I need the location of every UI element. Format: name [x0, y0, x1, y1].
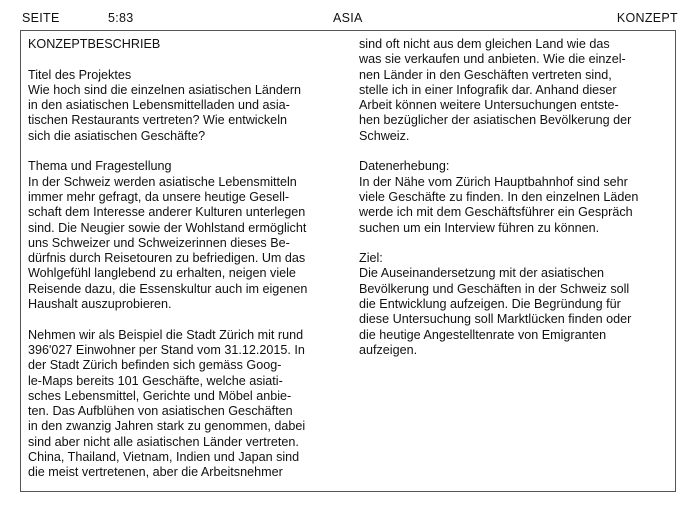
- text-line: viele Geschäfte zu finden. In den einzelnen Läden: [359, 189, 639, 204]
- text-line: suchen um ein Interview führen zu können.: [359, 220, 600, 235]
- text-line: Haushalt auszuprobieren.: [28, 297, 172, 312]
- text-line: sind. Die Neugier sowie der Wohlstand ermöglicht: [28, 220, 307, 235]
- text-line: diese Untersuchung soll Marktlücken finden oder: [359, 312, 632, 327]
- text-line: Thema und Fragestellung: [28, 159, 172, 174]
- text-line: schaft dem Interesse anderer Kulturen unterlegen: [28, 205, 306, 220]
- text-line: die heutige Angestelltenrate von Emigranten: [359, 327, 607, 342]
- text-line: 396'027 Einwohner per Stand vom 31.12.2015. In: [28, 342, 305, 357]
- text-line: in den zwanzig Jahren stark zu genommen, dabei: [28, 419, 306, 434]
- text-line: Reisende dazu, die Essenskultur auch im eigenen: [28, 281, 308, 296]
- text-line: Arbeit können weitere Untersuchungen entste-: [359, 98, 619, 113]
- text-line: Wie hoch sind die einzelnen asiatischen Ländern: [28, 82, 302, 97]
- text-line: sind aber nicht alle asiatischen Länder vertreten.: [28, 434, 299, 449]
- text-line: Datenerhebung:: [359, 159, 450, 174]
- text-line: Wohlgefühl langlebend zu erhalten, neigen viele: [28, 266, 296, 281]
- text-line: In der Nähe vom Zürich Hauptbahnhof sind sehr: [359, 174, 628, 189]
- header-seite-label: SEITE: [22, 11, 60, 25]
- text-line: die Entwicklung aufzeigen. Die Begründung für: [359, 297, 621, 312]
- text-line: Bevölkerung und Geschäften in der Schweiz soll: [359, 281, 630, 296]
- text-line: tischen Restaurants vertreten? Wie entwickeln: [28, 113, 287, 128]
- text-line: werde ich mit dem Geschäftsführer ein Gespräch: [359, 205, 633, 220]
- text-line: ten. Das Aufblühen von asiatischen Geschäften: [28, 404, 293, 419]
- page-number: 5:83: [108, 11, 134, 25]
- text-line: KONZEPTBESCHRIEB: [28, 37, 161, 51]
- header-section-label: KONZEPT: [616, 11, 678, 25]
- text-line: was sie verkaufen und anbieten. Wie die einzel-: [359, 52, 626, 67]
- text-line: hen bezüglicher der asiatischen Bevölkerung der: [359, 113, 632, 128]
- text-line: In der Schweiz werden asiatische Lebensmitteln: [28, 174, 297, 189]
- text-line: immer mehr gefragt, da unsere heutige Gesell-: [28, 189, 290, 204]
- left-text-column: [28, 37, 348, 481]
- text-line: Die Auseinandersetzung mit der asiatischen: [359, 266, 605, 281]
- right-text-column: [359, 37, 671, 358]
- text-line: China, Thailand, Vietnam, Indien und Japan sind: [28, 450, 300, 465]
- text-line: sich die asiatischen Geschäfte?: [28, 128, 206, 143]
- text-line: Schweiz.: [359, 128, 410, 143]
- content-frame: [20, 30, 676, 492]
- text-line: aufzeigen.: [359, 342, 418, 357]
- text-line: sind oft nicht aus dem gleichen Land wie das: [359, 37, 610, 51]
- text-line: die meist vertretenen, aber die Arbeitsnehmer: [28, 465, 283, 480]
- text-line: nen Länder in den Geschäften vertreten sind,: [359, 67, 612, 82]
- text-line: dürfnis durch Reisetouren zu befriedigen. Um das: [28, 251, 306, 266]
- text-line: sches Lebensmittel, Gerichte und Möbel anbie-: [28, 388, 292, 403]
- text-line: le-Maps bereits 101 Geschäfte, welche asiati-: [28, 373, 283, 388]
- text-line: Ziel:: [359, 251, 383, 266]
- text-line: stelle ich in einer Infografik dar. Anhand dieser: [359, 82, 617, 97]
- text-line: Titel des Projektes: [28, 67, 132, 82]
- text-line: in den asiatischen Lebensmittelladen und asia-: [28, 98, 290, 113]
- text-line: der Stadt Zürich befinden sich gemäss Goog-: [28, 358, 282, 373]
- text-line: Nehmen wir als Beispiel die Stadt Zürich mit rund: [28, 327, 304, 342]
- header-title: ASIA: [333, 11, 363, 25]
- text-line: uns Schweizer und Schweizerinnen dieses Be-: [28, 235, 290, 250]
